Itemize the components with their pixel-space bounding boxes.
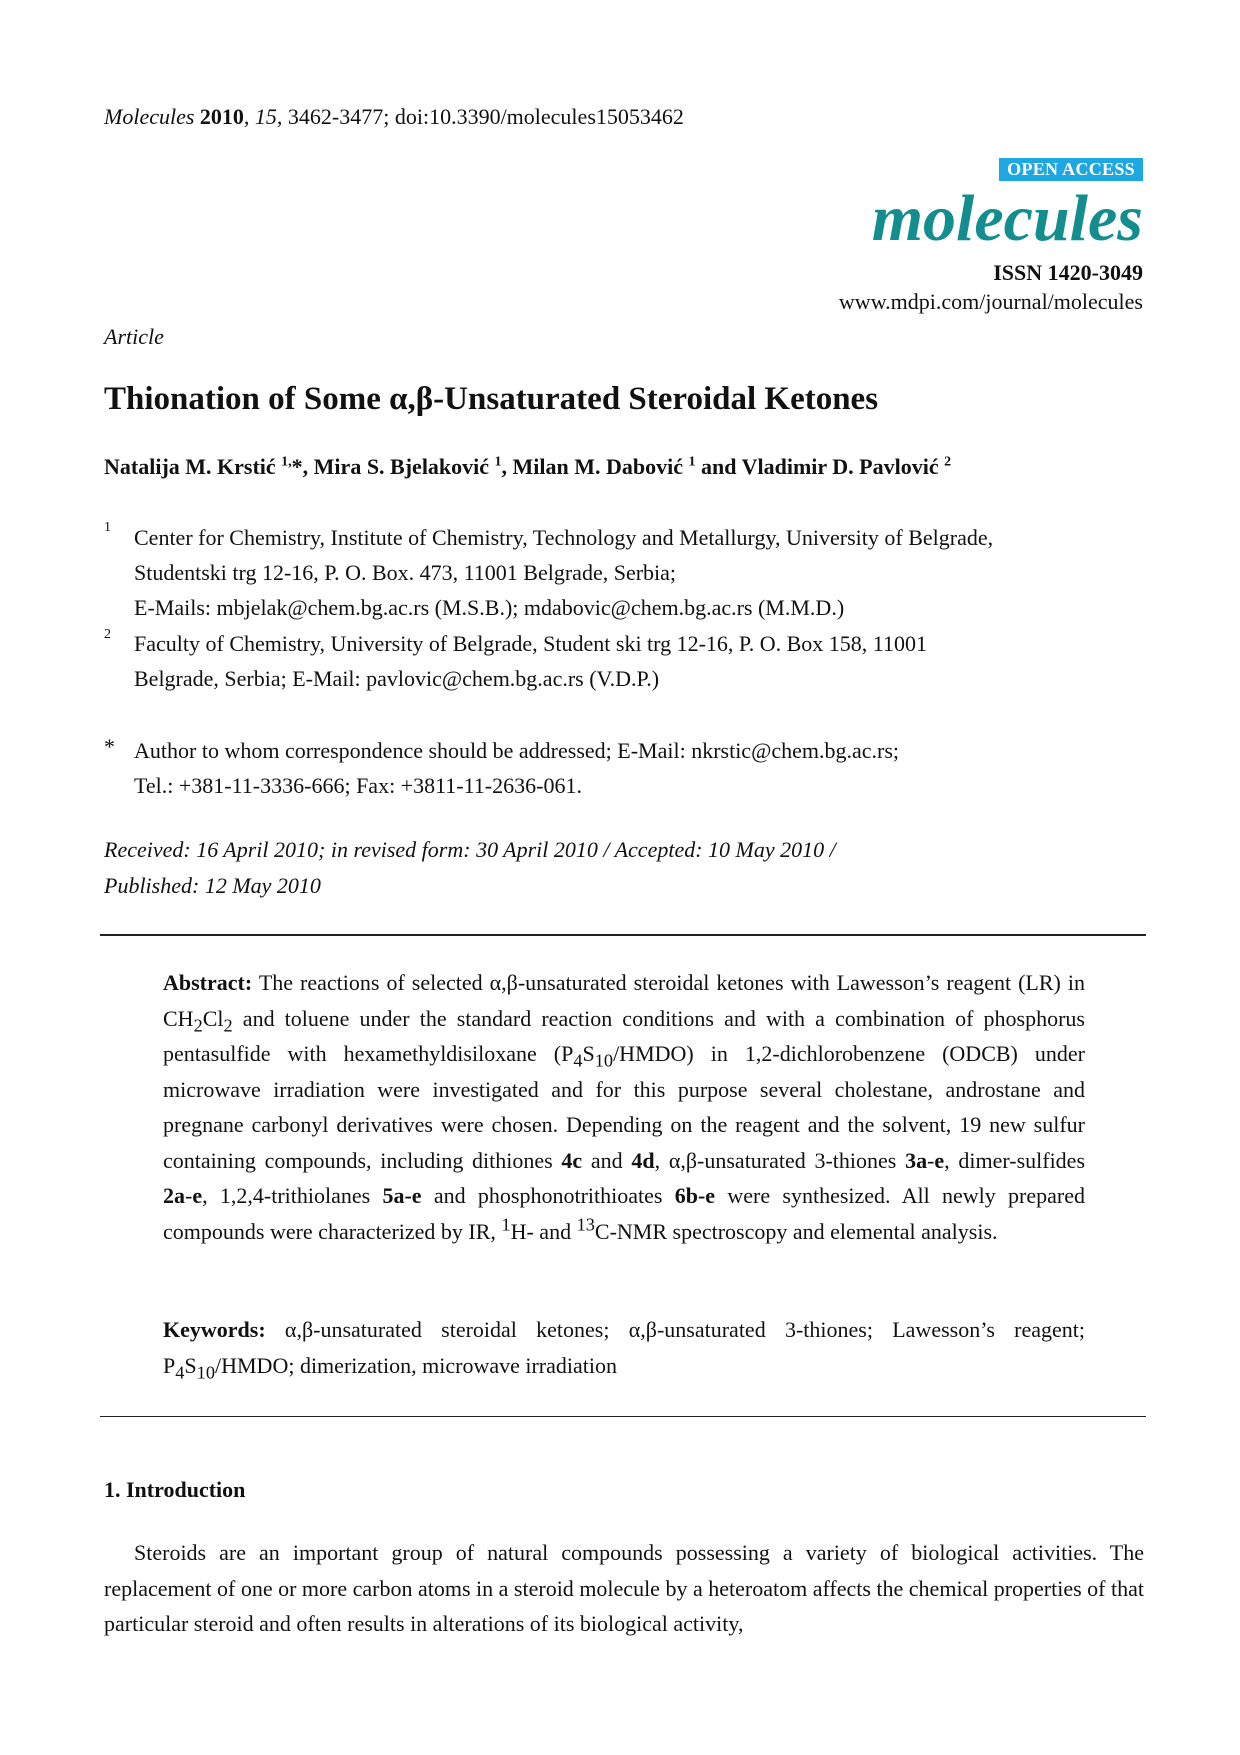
keywords	[163, 1312, 1085, 1383]
keywords-text: /HMDO; dimerization, microwave irradiation	[215, 1352, 617, 1378]
compound-ref: 4d	[631, 1147, 655, 1173]
abstract-text: , 1,2,4-trithiolanes	[202, 1183, 383, 1208]
issn: ISSN 1420-3049	[993, 260, 1143, 285]
author-separator: ,	[501, 454, 513, 479]
author-affiliation-marker: 1	[688, 454, 696, 470]
abstract-text: The reactions of selected α,β-unsaturated steroidal ketones with Lawesson’s reagent (LR) in CH	[163, 970, 1085, 1031]
correspondence-line: Author to whom correspondence should be addressed; E-Mail: nkrstic@chem.bg.ac.rs;	[134, 738, 900, 763]
abstract-text: H- and	[510, 1218, 577, 1244]
intro-paragraph: Steroids are an important group of natural compounds possessing a variety of biological activities. The replacement of one or more carbon atoms in a steroid molecule by a heteroatom affects the chemical properties of that particular steroid and often results in alterations of its biological activity,	[104, 1540, 1144, 1636]
affiliation-line: Faculty of Chemistry, University of Belgrade, Student ski trg 12-16, P. O. Box 158, 11001	[134, 631, 927, 656]
correspondence-note	[134, 733, 1144, 803]
abstract-text: and phosphonotrithioates	[421, 1183, 675, 1208]
author-affiliation-marker: 1	[494, 454, 502, 470]
subscript: 2	[193, 1014, 203, 1035]
author-affiliation-marker: 2	[944, 454, 952, 470]
abstract-text: -	[185, 1183, 193, 1208]
compound-ref: 3a	[905, 1147, 928, 1173]
affiliation-line: E-Mails: mbjelak@chem.bg.ac.rs (M.S.B.); mdabovic@chem.bg.ac.rs (M.M.D.)	[134, 595, 845, 620]
citation-volume: 15	[254, 104, 277, 129]
abstract-text: were synthesized. All newly prepared compounds were characterized by IR,	[163, 1183, 1086, 1244]
compound-ref: 4c	[561, 1147, 583, 1173]
author-list	[104, 454, 951, 480]
compound-ref: e	[934, 1147, 945, 1173]
abstract	[163, 965, 1085, 1249]
superscript: 13	[576, 1214, 595, 1235]
affiliation-1	[134, 520, 1144, 625]
abstract-text: Cl	[202, 1005, 224, 1031]
subscript: 4	[573, 1050, 583, 1071]
subscript: 2	[223, 1014, 233, 1035]
affiliation-line: Center for Chemistry, Institute of Chemistry, Technology and Metallurgy, University of Belgrade,	[134, 525, 994, 550]
publication-dates	[104, 832, 1144, 904]
author-name: Mira S. Bjelaković	[313, 454, 495, 479]
abstract-text: and toluene under the standard reaction conditions and with a combination of phosphorus pentasulfide with hexamethyldisiloxane (P	[163, 1005, 1085, 1066]
affiliation-number: 2	[104, 627, 111, 642]
author-separator: *,	[291, 454, 314, 479]
abstract-label: Abstract:	[163, 970, 253, 995]
abstract-text: , dimer-sulfides	[944, 1147, 1086, 1173]
compound-ref: e	[192, 1183, 203, 1208]
keywords-label: Keywords:	[163, 1317, 266, 1342]
compound-ref: 5a-e	[382, 1183, 422, 1208]
author-separator: and	[695, 454, 742, 479]
citation-pages-doi[interactable]: , 3462-3477; doi:10.3390/molecules15053462	[276, 104, 684, 129]
citation-journal: Molecules	[104, 104, 195, 129]
abstract-text: C-NMR spectroscopy and elemental analysis.	[594, 1218, 998, 1244]
abstract-text: /HMDO) in 1,2-dichlorobenzene (ODCB) under microwave irradiation were investigated and for this purpose several cholestane, androstane and pregnane carbonyl derivatives were chosen. Depending on the reagent and the solvent, 19 new sulfur containing compounds, including dithiones	[163, 1041, 1085, 1173]
open-access-badge: OPEN ACCESS	[999, 158, 1143, 181]
author-affiliation-marker: 1,	[281, 454, 292, 470]
correspondence-line: Tel.: +381-11-3336-666; Fax: +3811-11-2636-061.	[134, 773, 582, 798]
subscript: 10	[196, 1361, 215, 1382]
subscript: 10	[594, 1050, 614, 1071]
subscript: 4	[175, 1361, 185, 1382]
dates-line: Published: 12 May 2010	[104, 873, 321, 898]
abstract-text: -	[927, 1147, 935, 1173]
superscript: 1	[501, 1214, 511, 1235]
abstract-text: , α,β-unsaturated 3-thiones	[654, 1147, 906, 1173]
citation-line: Molecules 2010, 15, 3462-3477; doi:10.3390/molecules15053462	[104, 104, 684, 129]
affiliation-number: 1	[104, 520, 111, 535]
correspondence-marker: *	[104, 734, 115, 759]
dates-line: Received: 16 April 2010; in revised form: 30 April 2010 / Accepted: 10 May 2010 /	[104, 837, 836, 862]
keywords-text: S	[184, 1352, 197, 1378]
paper-title: Thionation of Some α,β-Unsaturated Steroidal Ketones	[104, 381, 879, 417]
section-heading: 1. Introduction	[104, 1477, 246, 1502]
author-name: Vladimir D. Pavlović	[741, 454, 945, 479]
compound-ref: 2a	[163, 1183, 185, 1208]
author-name: Natalija M. Krstić	[104, 454, 282, 479]
divider-top	[100, 934, 1146, 936]
author-name: Milan M. Dabović	[512, 454, 689, 479]
affiliation-2	[134, 626, 1144, 696]
journal-logo: molecules	[871, 182, 1143, 255]
abstract-text: S	[582, 1041, 595, 1066]
journal-website-link[interactable]: www.mdpi.com/journal/molecules	[838, 289, 1143, 314]
citation-year: 2010	[199, 104, 244, 129]
compound-ref: 6b-e	[674, 1183, 716, 1208]
affiliation-line: Belgrade, Serbia; E-Mail: pavlovic@chem.bg.ac.rs (V.D.P.)	[134, 666, 660, 691]
affiliation-line: Studentski trg 12-16, P. O. Box. 473, 11001 Belgrade, Serbia;	[134, 560, 677, 585]
keywords-text: α,β-unsaturated steroidal ketones; α,β-unsaturated 3-thiones; Lawesson’s reagent; P	[163, 1317, 1085, 1378]
divider-bottom	[100, 1416, 1146, 1417]
article-type: Article	[104, 324, 164, 349]
abstract-text: and	[582, 1147, 632, 1173]
